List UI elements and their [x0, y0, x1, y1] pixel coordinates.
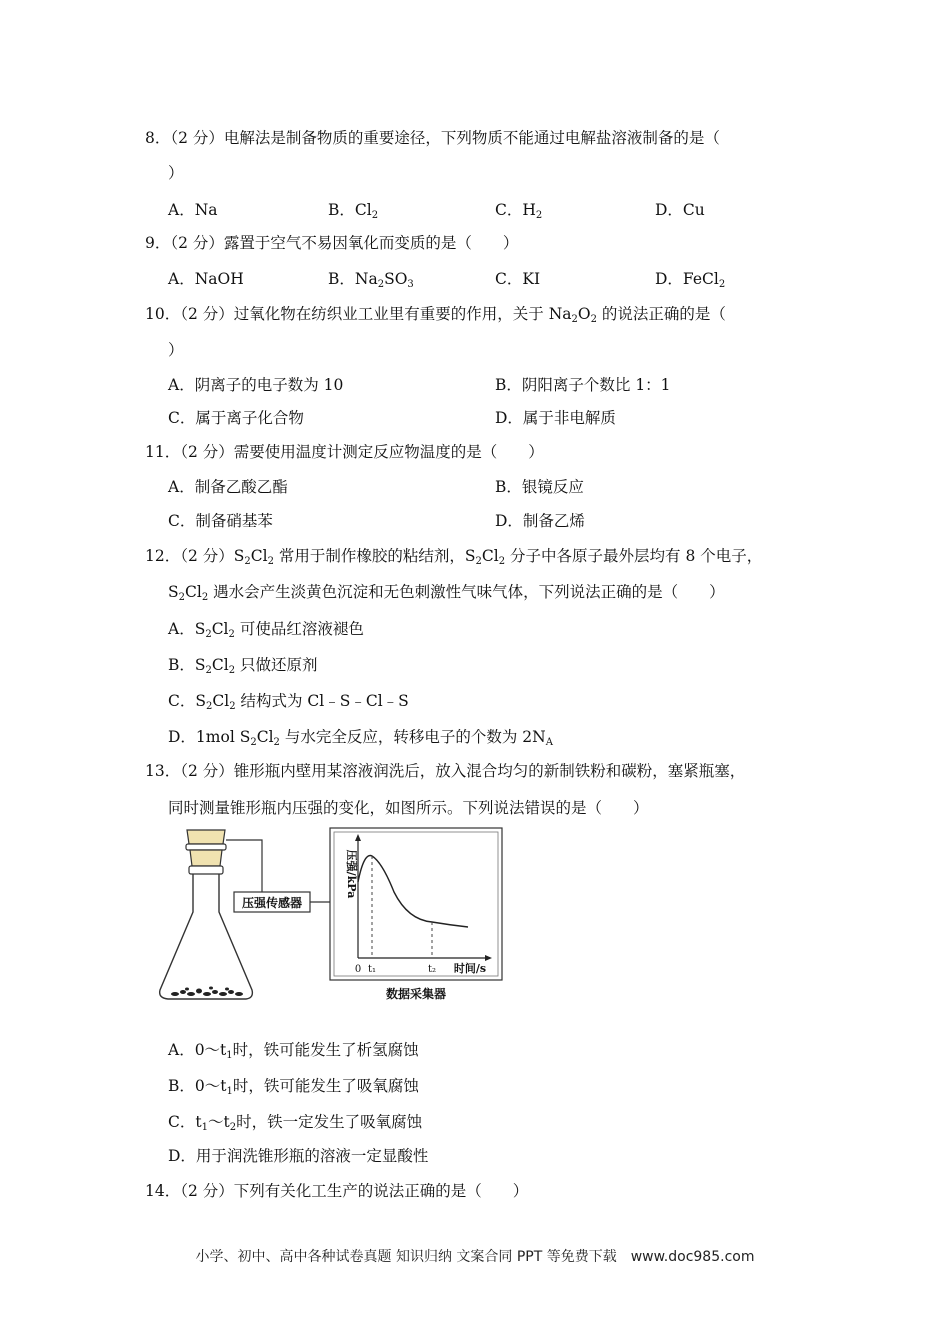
q8-option-c: C．$H_2$	[495, 201, 543, 221]
q11-stem: 11．（2 分）需要使用温度计测定反应物温度的是（ ）	[145, 443, 544, 461]
q13-option-a: A．$0\sim t_1$时，铁可能发生了析氢腐蚀	[168, 1041, 419, 1061]
graph-origin-label: 0	[354, 964, 362, 975]
q13-figure	[150, 822, 510, 1007]
q12-stem-line1: 12．（2 分）$S_2Cl_2$ 常用于制作橡胶的粘结剂，$S_2Cl_2$ 分子中各原子最外层均有 8 个电子，	[145, 547, 763, 567]
q8-stem	[145, 128, 720, 148]
q10-option-d: D．属于非电解质	[495, 409, 616, 427]
q9-option-b: B．$Na_2SO_3$	[328, 270, 414, 290]
q8-option-d: D．Cu	[655, 201, 705, 219]
q10-stem: 10．（2 分）过氧化物在纺织业工业里有重要的作用，关于 $Na_2O_2$ 的说法正确的是（	[145, 305, 726, 325]
q13-stem-line2: 同时测量锥形瓶内压强的变化，如图所示。下列说法错误的是（ ）	[168, 799, 649, 817]
q12-option-a: A．$S_2Cl_2$ 可使品红溶液褪色	[168, 620, 364, 640]
q14-stem: 14．（2 分）下列有关化工生产的说法正确的是（ ）	[145, 1182, 529, 1200]
q12-stem-line2: $S_2Cl_2$ 遇水会产生淡黄色沉淀和无色刺激性气味气体，下列说法正确的是（ ）	[168, 583, 725, 603]
q11-option-a: A．制备乙酸乙酯	[168, 478, 288, 496]
sensor-wire	[226, 840, 262, 892]
stopper-icon	[186, 830, 226, 874]
q11-option-c: C．制备硝基苯	[168, 512, 273, 530]
graph-t1-label: t₁	[367, 964, 377, 975]
q8-option-b: B．$Cl_2$	[328, 201, 379, 221]
q10-option-b: B．阴阳离子个数比 1：1	[495, 376, 671, 394]
graph-t2-label: t₂	[427, 964, 437, 975]
iron-carbon-powder-icon	[171, 987, 243, 997]
data-collector-label: 数据采集器	[385, 987, 447, 1001]
q13-option-d: D．用于润洗锥形瓶的溶液一定显酸性	[168, 1147, 429, 1165]
q10-close: ）	[168, 341, 184, 359]
q8-close	[168, 163, 184, 183]
q9-stem	[145, 233, 518, 253]
page-footer: 小学、初中、高中各种试卷真题 知识归纳 文案合同 PPT 等免费下载 www.doc985.com	[195, 1249, 755, 1265]
q11-option-b: B．银镜反应	[495, 478, 584, 496]
pressure-sensor-label: 压强传感器	[241, 896, 303, 910]
q13-option-b: B．$0\sim t_1$时，铁可能发生了吸氧腐蚀	[168, 1077, 419, 1097]
q10-option-a: A．阴离子的电子数为 10	[168, 376, 344, 394]
q12-option-d: D．1mol $S_2Cl_2$ 与水完全反应，转移电子的个数为 $2N_A$	[168, 728, 553, 748]
q9-stem-text: 9．（2 分）露置于空气不易因氧化而变质的是（ ）	[145, 234, 519, 252]
q8-option-a: A．Na	[168, 201, 218, 219]
q9-option-a: A．NaOH	[168, 270, 244, 288]
graph-y-label: 压强/kPa	[345, 849, 358, 899]
q13-stem-line1: 13．（2 分）锥形瓶内壁用某溶液润洗后，放入混合均匀的新制铁粉和碳粉，塞紧瓶塞，	[145, 762, 746, 780]
q12-option-b: B．$S_2Cl_2$ 只做还原剂	[168, 656, 318, 676]
q9-option-c: C．KI	[495, 270, 541, 288]
q9-option-d: D．FeCl$_2$	[655, 270, 726, 290]
q10-option-c: C．属于离子化合物	[168, 409, 304, 427]
q8-stem-text: 8．（2 分）电解法是制备物质的重要途径，下列物质不能通过电解盐溶液制备的是（	[145, 129, 720, 147]
q8-close-text: ）	[168, 164, 184, 182]
graph-x-label: 时间/s	[453, 962, 487, 975]
q11-option-d: D．制备乙烯	[495, 512, 585, 530]
q12-option-c: C．$S_2Cl_2$ 结构式为 Cl﹣S﹣Cl﹣S	[168, 692, 409, 712]
q13-option-c: C．$t_1\sim t_2$时，铁一定发生了吸氧腐蚀	[168, 1113, 423, 1133]
